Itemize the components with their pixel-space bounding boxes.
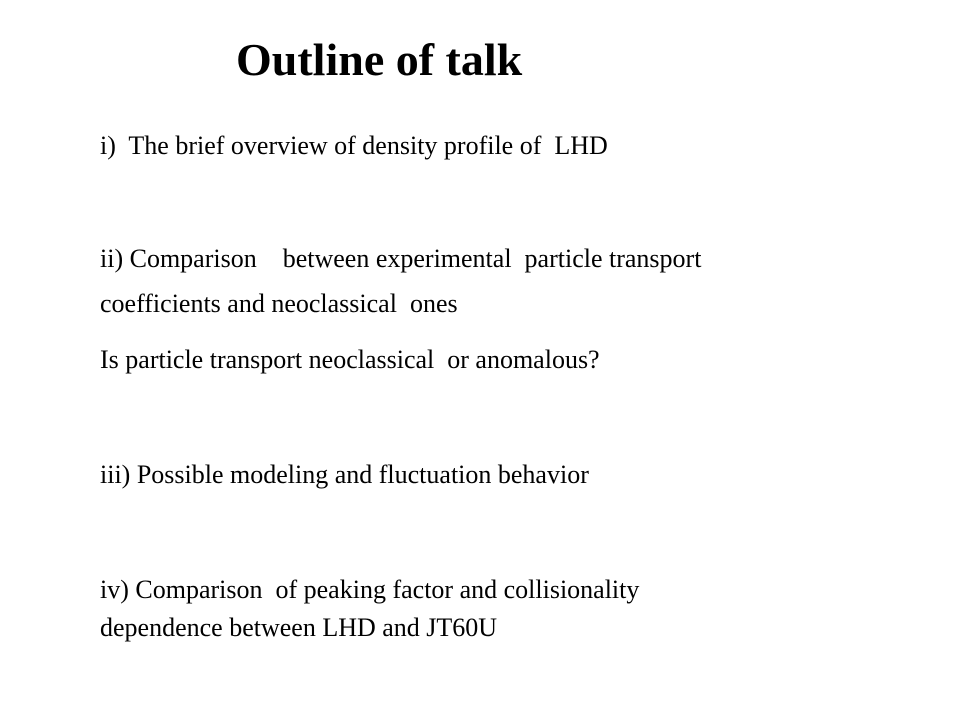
outline-item-2-line-1: ii) Comparison between experimental particle transport	[100, 244, 702, 273]
outline-item-4-line-1: iv) Comparison of peaking factor and collisionality	[100, 575, 640, 604]
outline-item-2-question: Is particle transport neoclassical or anomalous?	[100, 345, 600, 374]
slide-title: Outline of talk	[236, 34, 523, 85]
outline-item-1: i) The brief overview of density profile of LHD	[100, 131, 608, 160]
outline-item-3: iii) Possible modeling and fluctuation behavior	[100, 460, 589, 489]
outline-item-2-line-2: coefficients and neoclassical ones	[100, 289, 458, 318]
outline-item-4-line-2: dependence between LHD and JT60U	[100, 613, 498, 642]
